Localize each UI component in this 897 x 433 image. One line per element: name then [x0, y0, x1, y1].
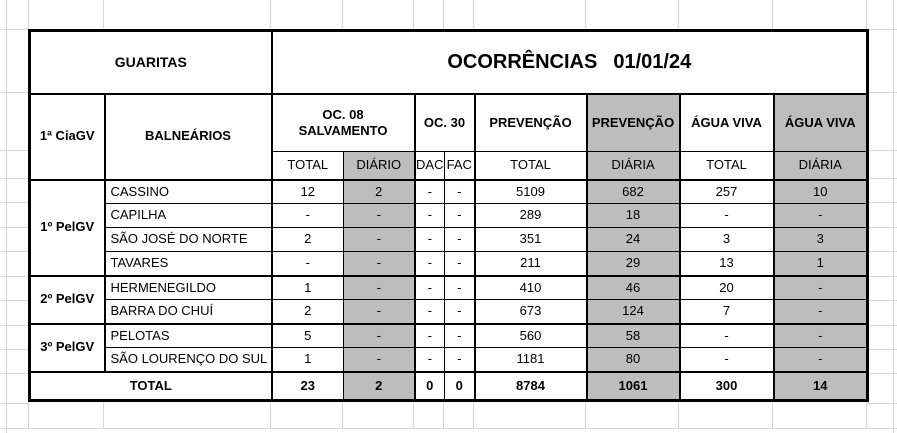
- gridline: [342, 403, 343, 428]
- data-cell[interactable]: -: [445, 252, 475, 276]
- gridline: [0, 276, 28, 277]
- data-cell[interactable]: 1: [272, 348, 344, 372]
- balneario-name[interactable]: TAVARES: [105, 252, 272, 276]
- data-cell[interactable]: -: [344, 324, 415, 348]
- data-cell[interactable]: 2: [344, 180, 415, 204]
- data-cell[interactable]: -: [774, 276, 868, 300]
- gridline: [866, 29, 897, 30]
- data-cell[interactable]: 2: [272, 228, 344, 252]
- subheader-dac[interactable]: DAC: [415, 152, 445, 180]
- data-cell[interactable]: -: [272, 252, 344, 276]
- gridline: [866, 227, 897, 228]
- table-row: [30, 180, 868, 204]
- balneario-name[interactable]: CASSINO: [105, 180, 272, 204]
- col-header-oc30[interactable]: OC. 30: [415, 94, 475, 152]
- data-cell[interactable]: -: [445, 300, 475, 324]
- gridline: [866, 0, 867, 29]
- data-cell[interactable]: -: [774, 324, 868, 348]
- gridline: [866, 276, 897, 277]
- gridline: [443, 403, 444, 428]
- data-cell[interactable]: -: [774, 204, 868, 228]
- data-cell[interactable]: 7: [680, 300, 774, 324]
- balneario-name[interactable]: BARRA DO CHUÍ: [105, 300, 272, 324]
- ocorrencias-title-cell[interactable]: [272, 31, 868, 94]
- gridline: [28, 0, 29, 29]
- total-cell[interactable]: 300: [680, 372, 774, 401]
- gridline: [866, 150, 897, 151]
- data-cell[interactable]: 24: [587, 228, 680, 252]
- data-cell[interactable]: 29: [587, 252, 680, 276]
- gridline: [866, 202, 897, 203]
- gridline: [866, 403, 867, 428]
- subheader-prevencao-total[interactable]: TOTAL: [475, 152, 587, 180]
- col-header-balnearios[interactable]: BALNEÁRIOS: [105, 94, 272, 180]
- table-row: [30, 348, 868, 372]
- data-cell[interactable]: -: [445, 348, 475, 372]
- pelgv-label-1[interactable]: 1º PelGV: [30, 180, 105, 276]
- data-cell[interactable]: -: [415, 276, 445, 300]
- gridline: [0, 300, 28, 301]
- data-cell[interactable]: 682: [587, 180, 680, 204]
- data-cell[interactable]: -: [680, 324, 774, 348]
- data-cell[interactable]: 1181: [475, 348, 587, 372]
- col-header-agua-viva-diaria[interactable]: ÁGUA VIVA: [774, 94, 868, 152]
- data-cell[interactable]: -: [344, 276, 415, 300]
- data-cell[interactable]: -: [774, 348, 868, 372]
- data-cell[interactable]: 5109: [475, 180, 587, 204]
- data-cell[interactable]: -: [344, 252, 415, 276]
- data-cell[interactable]: 46: [587, 276, 680, 300]
- salvamento-line2: SALVAMENTO: [298, 122, 388, 138]
- data-cell[interactable]: -: [415, 228, 445, 252]
- data-cell[interactable]: -: [415, 324, 445, 348]
- table-row: [30, 252, 868, 276]
- gridline: [0, 227, 28, 228]
- gridline: [772, 0, 773, 29]
- data-cell[interactable]: -: [445, 324, 475, 348]
- col-header-agua-viva-total[interactable]: ÁGUA VIVA: [680, 94, 774, 152]
- data-cell[interactable]: -: [415, 204, 445, 228]
- balneario-name[interactable]: SÃO LOURENÇO DO SUL: [105, 348, 272, 372]
- gridline: [772, 403, 773, 428]
- col-header-prevencao-diaria[interactable]: PREVENÇÃO: [587, 94, 680, 152]
- salvamento-line1: OC. 08: [322, 106, 364, 122]
- total-label[interactable]: TOTAL: [30, 372, 272, 401]
- gridline: [866, 403, 897, 404]
- ocorrencias-table: [28, 29, 869, 402]
- gridline: [585, 0, 586, 29]
- data-cell[interactable]: 12: [272, 180, 344, 204]
- gridline: [0, 373, 28, 374]
- data-cell[interactable]: -: [445, 276, 475, 300]
- subheader-prevencao-diaria[interactable]: DIÁRIA: [587, 152, 680, 180]
- col-header-salvamento[interactable]: [272, 94, 415, 152]
- data-cell[interactable]: 13: [680, 252, 774, 276]
- data-cell[interactable]: 673: [475, 300, 587, 324]
- subheader-salvamento-diario[interactable]: DIÁRIO: [344, 152, 415, 180]
- total-cell[interactable]: 14: [774, 372, 868, 401]
- data-cell[interactable]: 18: [587, 204, 680, 228]
- gridline: [0, 150, 28, 151]
- data-cell[interactable]: -: [415, 180, 445, 204]
- gridline: [473, 403, 474, 428]
- data-cell[interactable]: -: [344, 348, 415, 372]
- gridline: [0, 325, 28, 326]
- gridline: [866, 178, 897, 179]
- ocorrencias-title: OCORRÊNCIAS: [447, 50, 598, 73]
- gridline: [103, 403, 104, 428]
- data-cell[interactable]: 10: [774, 180, 868, 204]
- gridline: [893, 0, 894, 433]
- data-cell[interactable]: -: [415, 300, 445, 324]
- total-cell[interactable]: 8784: [475, 372, 587, 401]
- gridline: [866, 349, 897, 350]
- total-cell[interactable]: 2: [344, 372, 415, 401]
- gridline: [6, 0, 7, 433]
- data-cell[interactable]: 351: [475, 228, 587, 252]
- table-row: [30, 276, 868, 300]
- balneario-name[interactable]: SÃO JOSÉ DO NORTE: [105, 228, 272, 252]
- col-header-ciagv[interactable]: 1ª CiaGV: [30, 94, 105, 180]
- balneario-name[interactable]: HERMENEGILDO: [105, 276, 272, 300]
- table-row: [30, 228, 868, 252]
- gridline: [0, 29, 28, 30]
- gridline: [443, 0, 444, 29]
- gridline: [0, 349, 28, 350]
- data-cell[interactable]: 3: [774, 228, 868, 252]
- data-cell[interactable]: 289: [475, 204, 587, 228]
- gridline: [0, 251, 28, 252]
- total-cell[interactable]: 0: [445, 372, 475, 401]
- data-cell[interactable]: 257: [680, 180, 774, 204]
- data-cell[interactable]: -: [774, 300, 868, 324]
- subheader-salvamento-total[interactable]: TOTAL: [272, 152, 344, 180]
- report-date: 01/01/24: [613, 50, 692, 73]
- data-cell[interactable]: 3: [680, 228, 774, 252]
- data-cell[interactable]: 211: [475, 252, 587, 276]
- pelgv-label-3[interactable]: 3º PelGV: [30, 324, 105, 372]
- data-cell[interactable]: -: [344, 204, 415, 228]
- data-cell[interactable]: -: [344, 228, 415, 252]
- data-cell[interactable]: 410: [475, 276, 587, 300]
- data-cell[interactable]: 124: [587, 300, 680, 324]
- gridline: [413, 403, 414, 428]
- pelgv-label-2[interactable]: 2º PelGV: [30, 276, 105, 324]
- gridline: [28, 403, 29, 428]
- data-cell[interactable]: -: [415, 252, 445, 276]
- data-cell[interactable]: -: [272, 204, 344, 228]
- total-cell[interactable]: 23: [272, 372, 344, 401]
- gridline: [0, 202, 28, 203]
- table-row: [30, 204, 868, 228]
- gridline: [473, 0, 474, 29]
- data-cell[interactable]: 5: [272, 324, 344, 348]
- balneario-name[interactable]: PELOTAS: [105, 324, 272, 348]
- data-cell[interactable]: 58: [587, 324, 680, 348]
- gridline: [678, 0, 679, 29]
- balneario-name[interactable]: CAPILHA: [105, 204, 272, 228]
- gridline: [0, 178, 28, 179]
- data-cell[interactable]: -: [445, 228, 475, 252]
- total-cell[interactable]: 0: [415, 372, 445, 401]
- data-cell[interactable]: -: [680, 348, 774, 372]
- gridline: [866, 251, 897, 252]
- gridline: [0, 428, 897, 429]
- gridline: [866, 300, 897, 301]
- data-cell[interactable]: 1: [774, 252, 868, 276]
- table-row: [30, 324, 868, 348]
- data-cell[interactable]: 1: [272, 276, 344, 300]
- guaritas-header[interactable]: GUARITAS: [30, 31, 272, 94]
- gridline: [0, 403, 28, 404]
- data-cell[interactable]: 20: [680, 276, 774, 300]
- data-cell[interactable]: -: [415, 348, 445, 372]
- total-row: [30, 372, 868, 401]
- gridline: [270, 403, 271, 428]
- total-cell[interactable]: 1061: [587, 372, 680, 401]
- gridline: [270, 0, 271, 29]
- data-cell[interactable]: -: [445, 180, 475, 204]
- data-cell[interactable]: 80: [587, 348, 680, 372]
- gridline: [103, 0, 104, 29]
- table-row: [30, 300, 868, 324]
- gridline: [866, 92, 897, 93]
- data-cell[interactable]: -: [344, 300, 415, 324]
- gridline: [413, 0, 414, 29]
- data-cell[interactable]: 560: [475, 324, 587, 348]
- subheader-agua-viva-total[interactable]: TOTAL: [680, 152, 774, 180]
- gridline: [678, 403, 679, 428]
- data-cell[interactable]: -: [445, 204, 475, 228]
- gridline: [866, 373, 897, 374]
- subheader-fac[interactable]: FAC: [445, 152, 475, 180]
- gridline: [342, 0, 343, 29]
- gridline: [0, 92, 28, 93]
- subheader-agua-viva-diaria[interactable]: DIÁRIA: [774, 152, 868, 180]
- col-header-prevencao-total[interactable]: PREVENÇÃO: [475, 94, 587, 152]
- data-cell[interactable]: -: [680, 204, 774, 228]
- gridline: [585, 403, 586, 428]
- data-cell[interactable]: 2: [272, 300, 344, 324]
- gridline: [866, 325, 897, 326]
